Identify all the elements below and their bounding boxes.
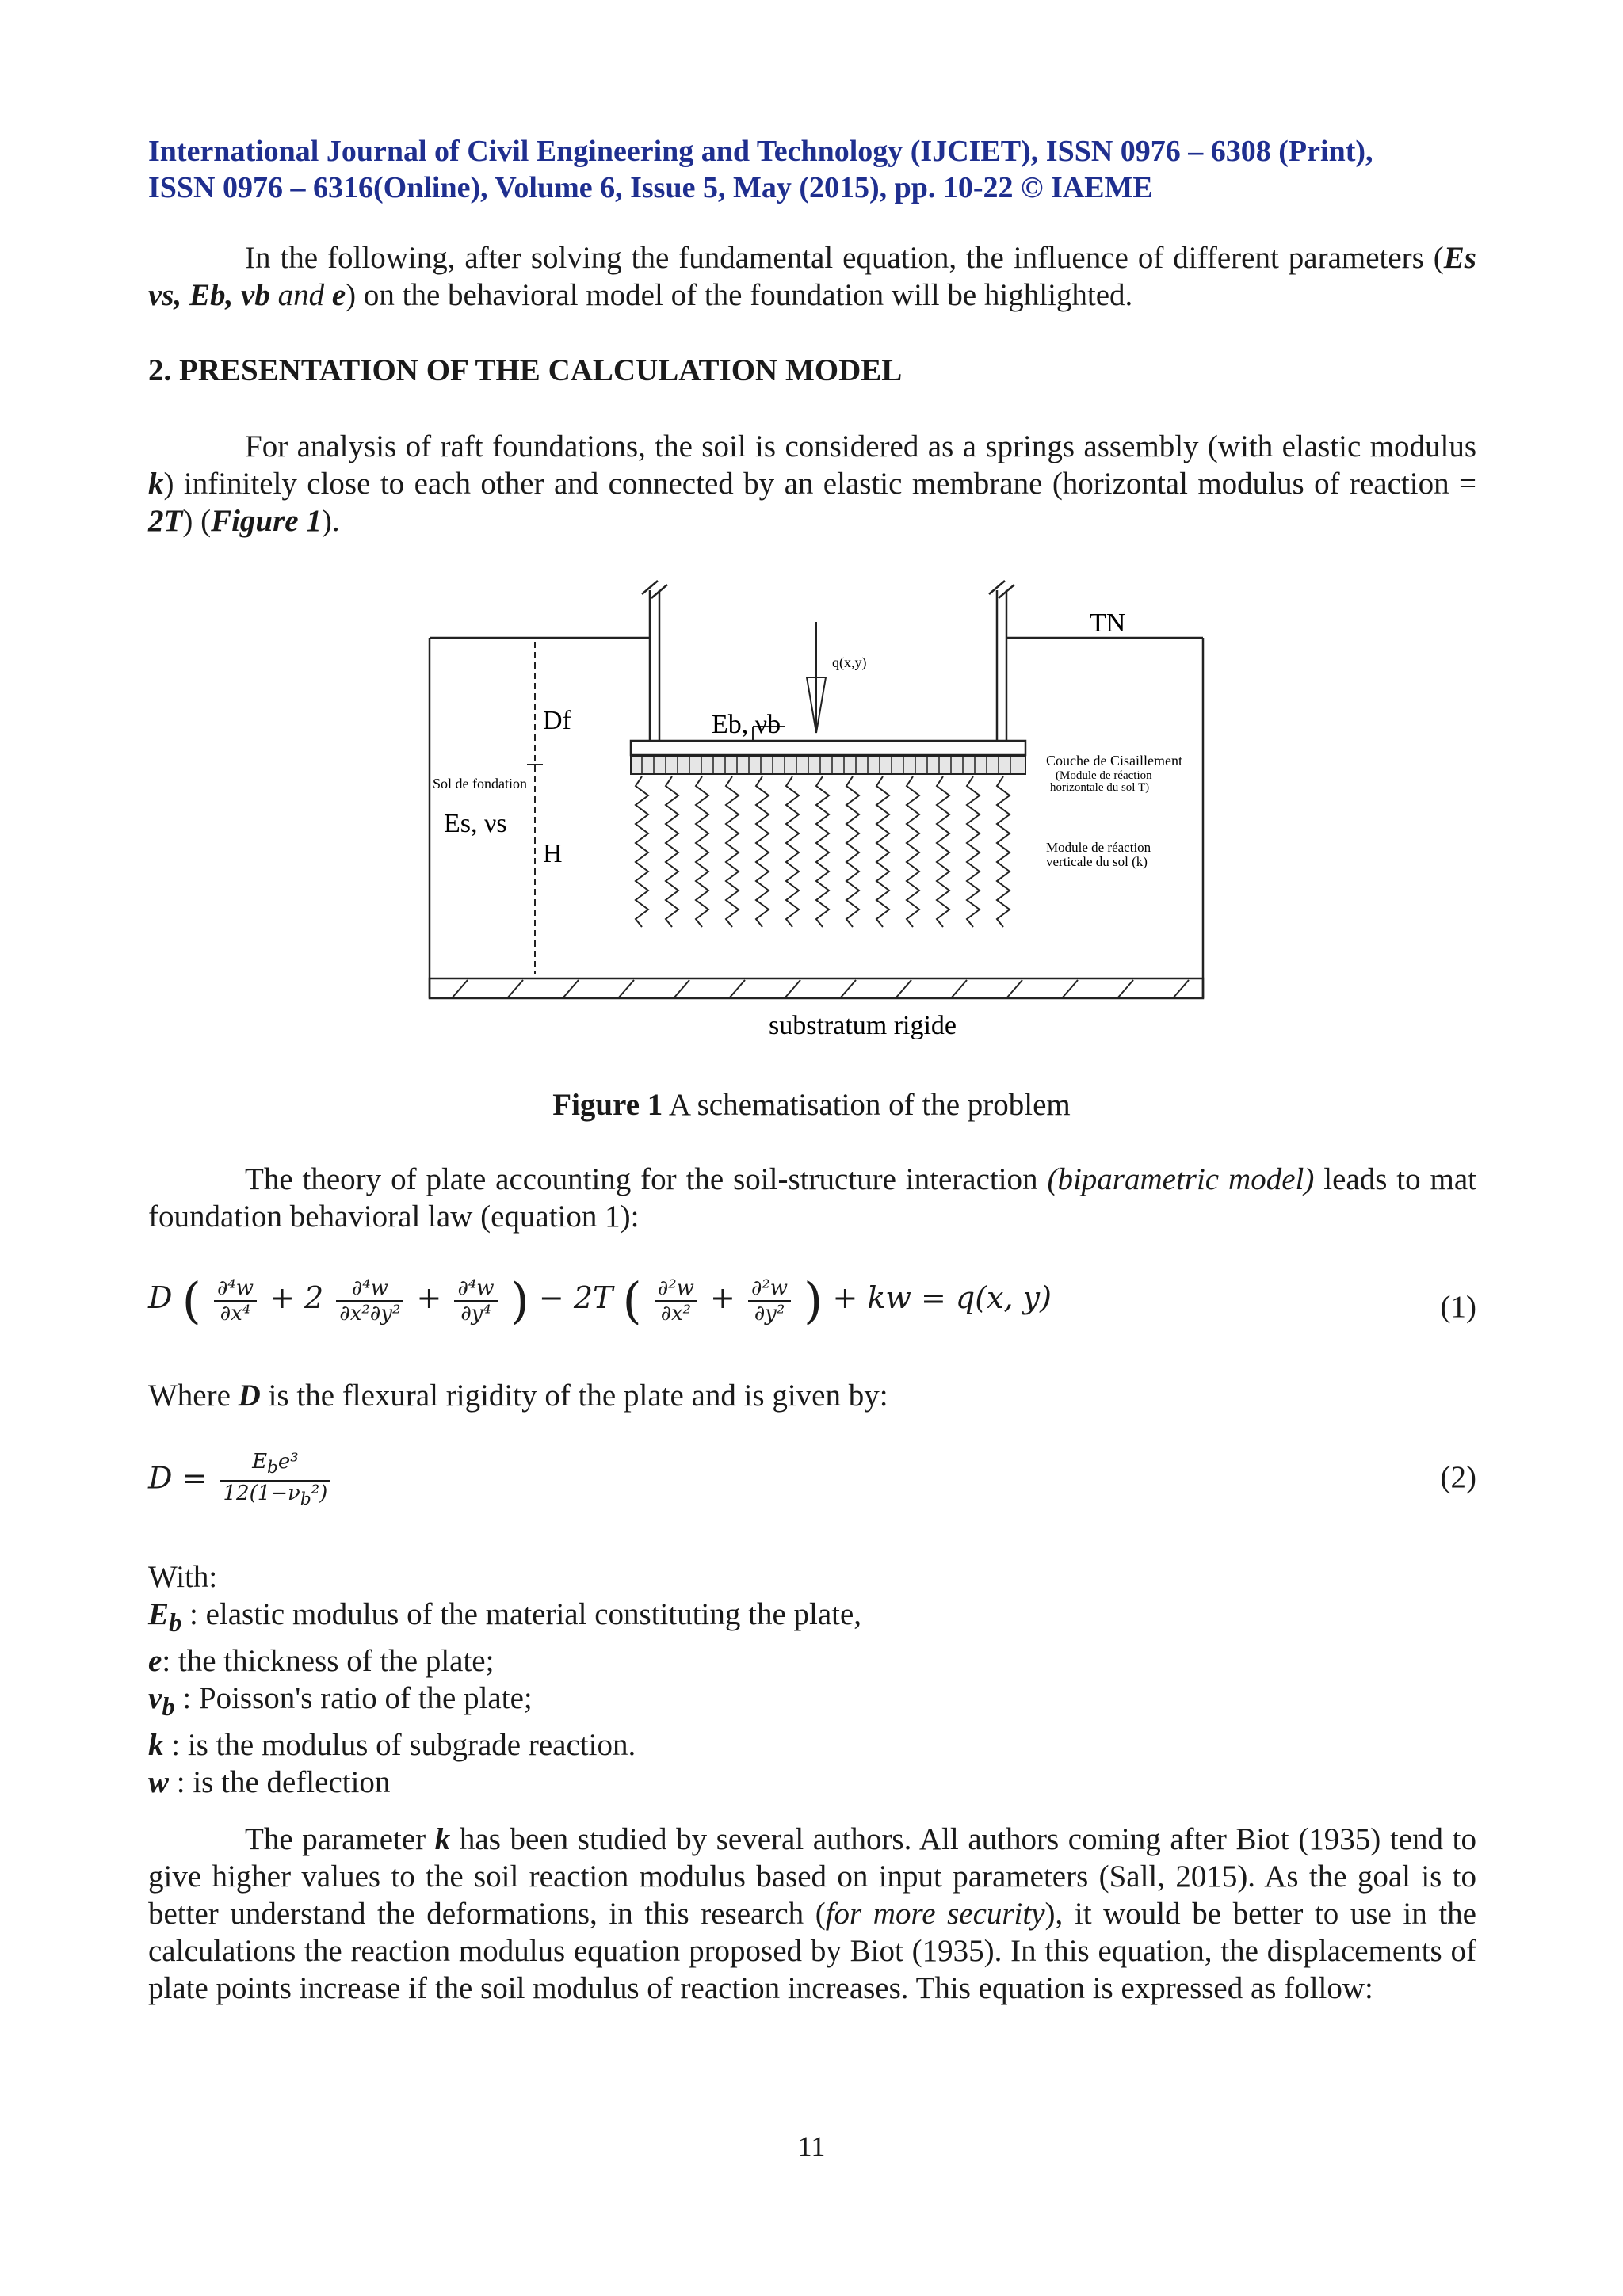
page-number: 11: [797, 2130, 826, 2162]
caption-text: A schematisation of the problem: [663, 1088, 1071, 1122]
equation-2: [148, 1450, 1476, 1513]
eq2-den-sub: b: [300, 1489, 311, 1510]
intro-and: and: [269, 278, 332, 312]
where-d: D: [238, 1379, 261, 1413]
def-vb-sym: ν: [148, 1680, 162, 1715]
model-2t: 2T: [148, 504, 183, 538]
eq1-minus-2t: − 2T: [538, 1280, 613, 1315]
eq1-t4-den: ∂x²: [660, 1301, 692, 1325]
definitions-list: [148, 1558, 861, 1801]
def-e-sym: e: [148, 1643, 162, 1678]
eq1-t3-num: ∂⁴w: [454, 1276, 497, 1302]
eq1-t4-num: ∂²w: [655, 1276, 697, 1302]
journal-header: [148, 133, 1495, 206]
eq2-num-sub: b: [267, 1458, 278, 1478]
eq1-t5-num: ∂²w: [748, 1276, 791, 1302]
eq1-plus-2: + 2: [269, 1280, 324, 1315]
eq2-fraction: [220, 1450, 330, 1512]
final-paragraph: [148, 1821, 1476, 2007]
intro-text: In the following, after solving the fundamental equation, the influence of different parameters (: [245, 241, 1444, 275]
label-es-vs: Es, νs: [444, 809, 507, 838]
model-text-2: ) infinitely close to each other and connected by an elastic membrane (horizontal modulus of reaction =: [163, 467, 1476, 501]
where-text: Where: [148, 1379, 239, 1413]
definition-k: [148, 1726, 861, 1764]
section-title: 2. PRESENTATION OF THE CALCULATION MODEL: [148, 353, 903, 387]
definition-vb: [148, 1680, 861, 1726]
def-e-text: : the thickness of the plate;: [162, 1643, 495, 1678]
eq1-rhs: + kw = q(x, y): [832, 1280, 1052, 1315]
label-tn: TN: [1090, 608, 1126, 638]
label-module-1: Module de réaction: [1046, 840, 1151, 855]
label-couche-title: Couche de Cisaillement: [1046, 753, 1182, 769]
def-k-text: : is the modulus of subgrade reaction.: [163, 1727, 636, 1762]
def-vb-sub: b: [162, 1692, 175, 1722]
label-eb-vb: Eb, νb: [712, 710, 781, 739]
where-text-2: is the flexural rigidity of the plate and is given by:: [260, 1379, 888, 1413]
eq1-term-3: [454, 1276, 497, 1325]
label-load: q(x,y): [832, 654, 867, 670]
theory-paragraph: [148, 1161, 1476, 1235]
header-line-2: ISSN 0976 – 6316(Online), Volume 6, Issue 5, May (2015), pp. 10-22 © IAEME: [148, 171, 1153, 204]
eq1-term-5: [748, 1276, 791, 1325]
raft-plate: [631, 741, 1025, 755]
left-column: [642, 581, 667, 741]
eq1-number: (1): [1440, 1290, 1476, 1324]
equation-1: [148, 1272, 1476, 1343]
definition-eb: [148, 1596, 861, 1642]
substratum-layer: [430, 978, 1203, 998]
def-eb-text: : elastic modulus of the material constituting the plate,: [181, 1597, 862, 1631]
final-text: The parameter: [245, 1822, 435, 1856]
def-k-sym: k: [148, 1727, 164, 1762]
eq1-t2-num: ∂⁴w: [336, 1276, 403, 1302]
caption-label: Figure 1: [552, 1088, 663, 1122]
def-eb-sym: E: [148, 1597, 170, 1631]
figure-1-diagram: [420, 574, 1212, 1050]
label-substratum: substratum rigide: [769, 1011, 957, 1040]
intro-paragraph: [148, 239, 1476, 314]
eq1-paren-open: (: [181, 1272, 201, 1329]
eq1-paren-open-2: (: [622, 1272, 642, 1329]
eq1-t1-den: ∂x⁴: [220, 1301, 251, 1325]
intro-e: e: [331, 278, 346, 312]
eq2-number: (2): [1440, 1460, 1476, 1494]
model-text-4: ).: [321, 504, 340, 538]
label-couche-sub2: horizontale du sol T): [1050, 781, 1150, 794]
eq1-plus: +: [416, 1280, 442, 1315]
final-text-3: ), it would be better to use in the calculations the reaction modulus equation proposed by Biot (1935). In this equation, the displacements of plate points increase if the soil modulus of reaction increases. This equation is expressed as follow:: [148, 1897, 1476, 2005]
figure-caption: [0, 1087, 1623, 1123]
label-couche-sub1: (Module de réaction: [1056, 769, 1152, 782]
eq2-num-e: E: [252, 1450, 268, 1474]
definition-e: [148, 1642, 861, 1680]
eq1-plus-b: +: [709, 1280, 735, 1315]
theory-text: The theory of plate accounting for the soil-structure interaction: [245, 1162, 1048, 1196]
eq2-numerator: [220, 1450, 330, 1482]
right-column: [989, 581, 1014, 741]
eq2-den-end: ²): [311, 1482, 328, 1506]
def-w-sym: w: [148, 1764, 170, 1799]
definitions-with: With:: [148, 1560, 218, 1594]
eq1-term-4: [655, 1276, 697, 1325]
eq1-t5-den: ∂y²: [754, 1301, 785, 1325]
intro-params: Es νs, Eb, νb: [148, 241, 1476, 312]
label-sol: Sol de fondation: [433, 776, 527, 791]
model-text: For analysis of raft foundations, the soil is considered as a springs assembly (with elastic modulus: [245, 429, 1476, 463]
eq2-denominator: [220, 1482, 330, 1512]
eq2-den-start: 12(1−ν: [223, 1482, 300, 1506]
eq1-t1-num: ∂⁴w: [214, 1276, 257, 1302]
eq1-t3-den: ∂y⁴: [460, 1301, 491, 1325]
eq1-paren-close: ): [510, 1272, 529, 1329]
label-module-2: verticale du sol (k): [1046, 854, 1148, 869]
eq2-num-e3: e³: [277, 1450, 299, 1474]
definition-w: [148, 1764, 861, 1801]
model-text-3: ) (: [182, 504, 212, 538]
final-k: k: [434, 1822, 451, 1856]
def-w-text: : is the deflection: [169, 1764, 391, 1799]
soil-springs: [636, 776, 1010, 927]
theory-italic: (biparametric model): [1047, 1162, 1315, 1196]
substratum-hatch: [452, 980, 1189, 998]
def-vb-text: : Poisson's ratio of the plate;: [174, 1680, 533, 1715]
label-h: H: [543, 839, 563, 868]
def-eb-sub: b: [169, 1608, 182, 1638]
header-line-1: International Journal of Civil Engineering and Technology (IJCIET), ISSN 0976 – 6308 (Print),: [148, 135, 1373, 168]
eq1-term-1: [214, 1276, 257, 1325]
eq1-term-2: [336, 1276, 403, 1325]
eq1-d: D: [148, 1280, 173, 1315]
theory-text-2: leads to mat foundation behavioral law (equation 1):: [148, 1162, 1476, 1234]
model-figref: Figure 1: [211, 504, 322, 538]
eq1-t2-den: ∂x²∂y²: [339, 1301, 401, 1325]
model-k: k: [148, 467, 164, 501]
where-paragraph: [148, 1377, 1476, 1414]
final-text-2: has been studied by several authors. All authors coming after Biot (1935) tend to give higher values to the soil reaction modulus based on input parameters (Sall, 2015). As the goal is to better understand the deformations, in this research (: [148, 1822, 1476, 1931]
final-italic: for more security: [825, 1897, 1045, 1931]
model-paragraph: [148, 428, 1476, 540]
eq2-lhs: D =: [148, 1460, 208, 1496]
label-df: Df: [543, 706, 571, 735]
intro-text-2: ) on the behavioral model of the foundation will be highlighted.: [346, 278, 1133, 312]
eq1-paren-close-2: ): [804, 1272, 823, 1329]
